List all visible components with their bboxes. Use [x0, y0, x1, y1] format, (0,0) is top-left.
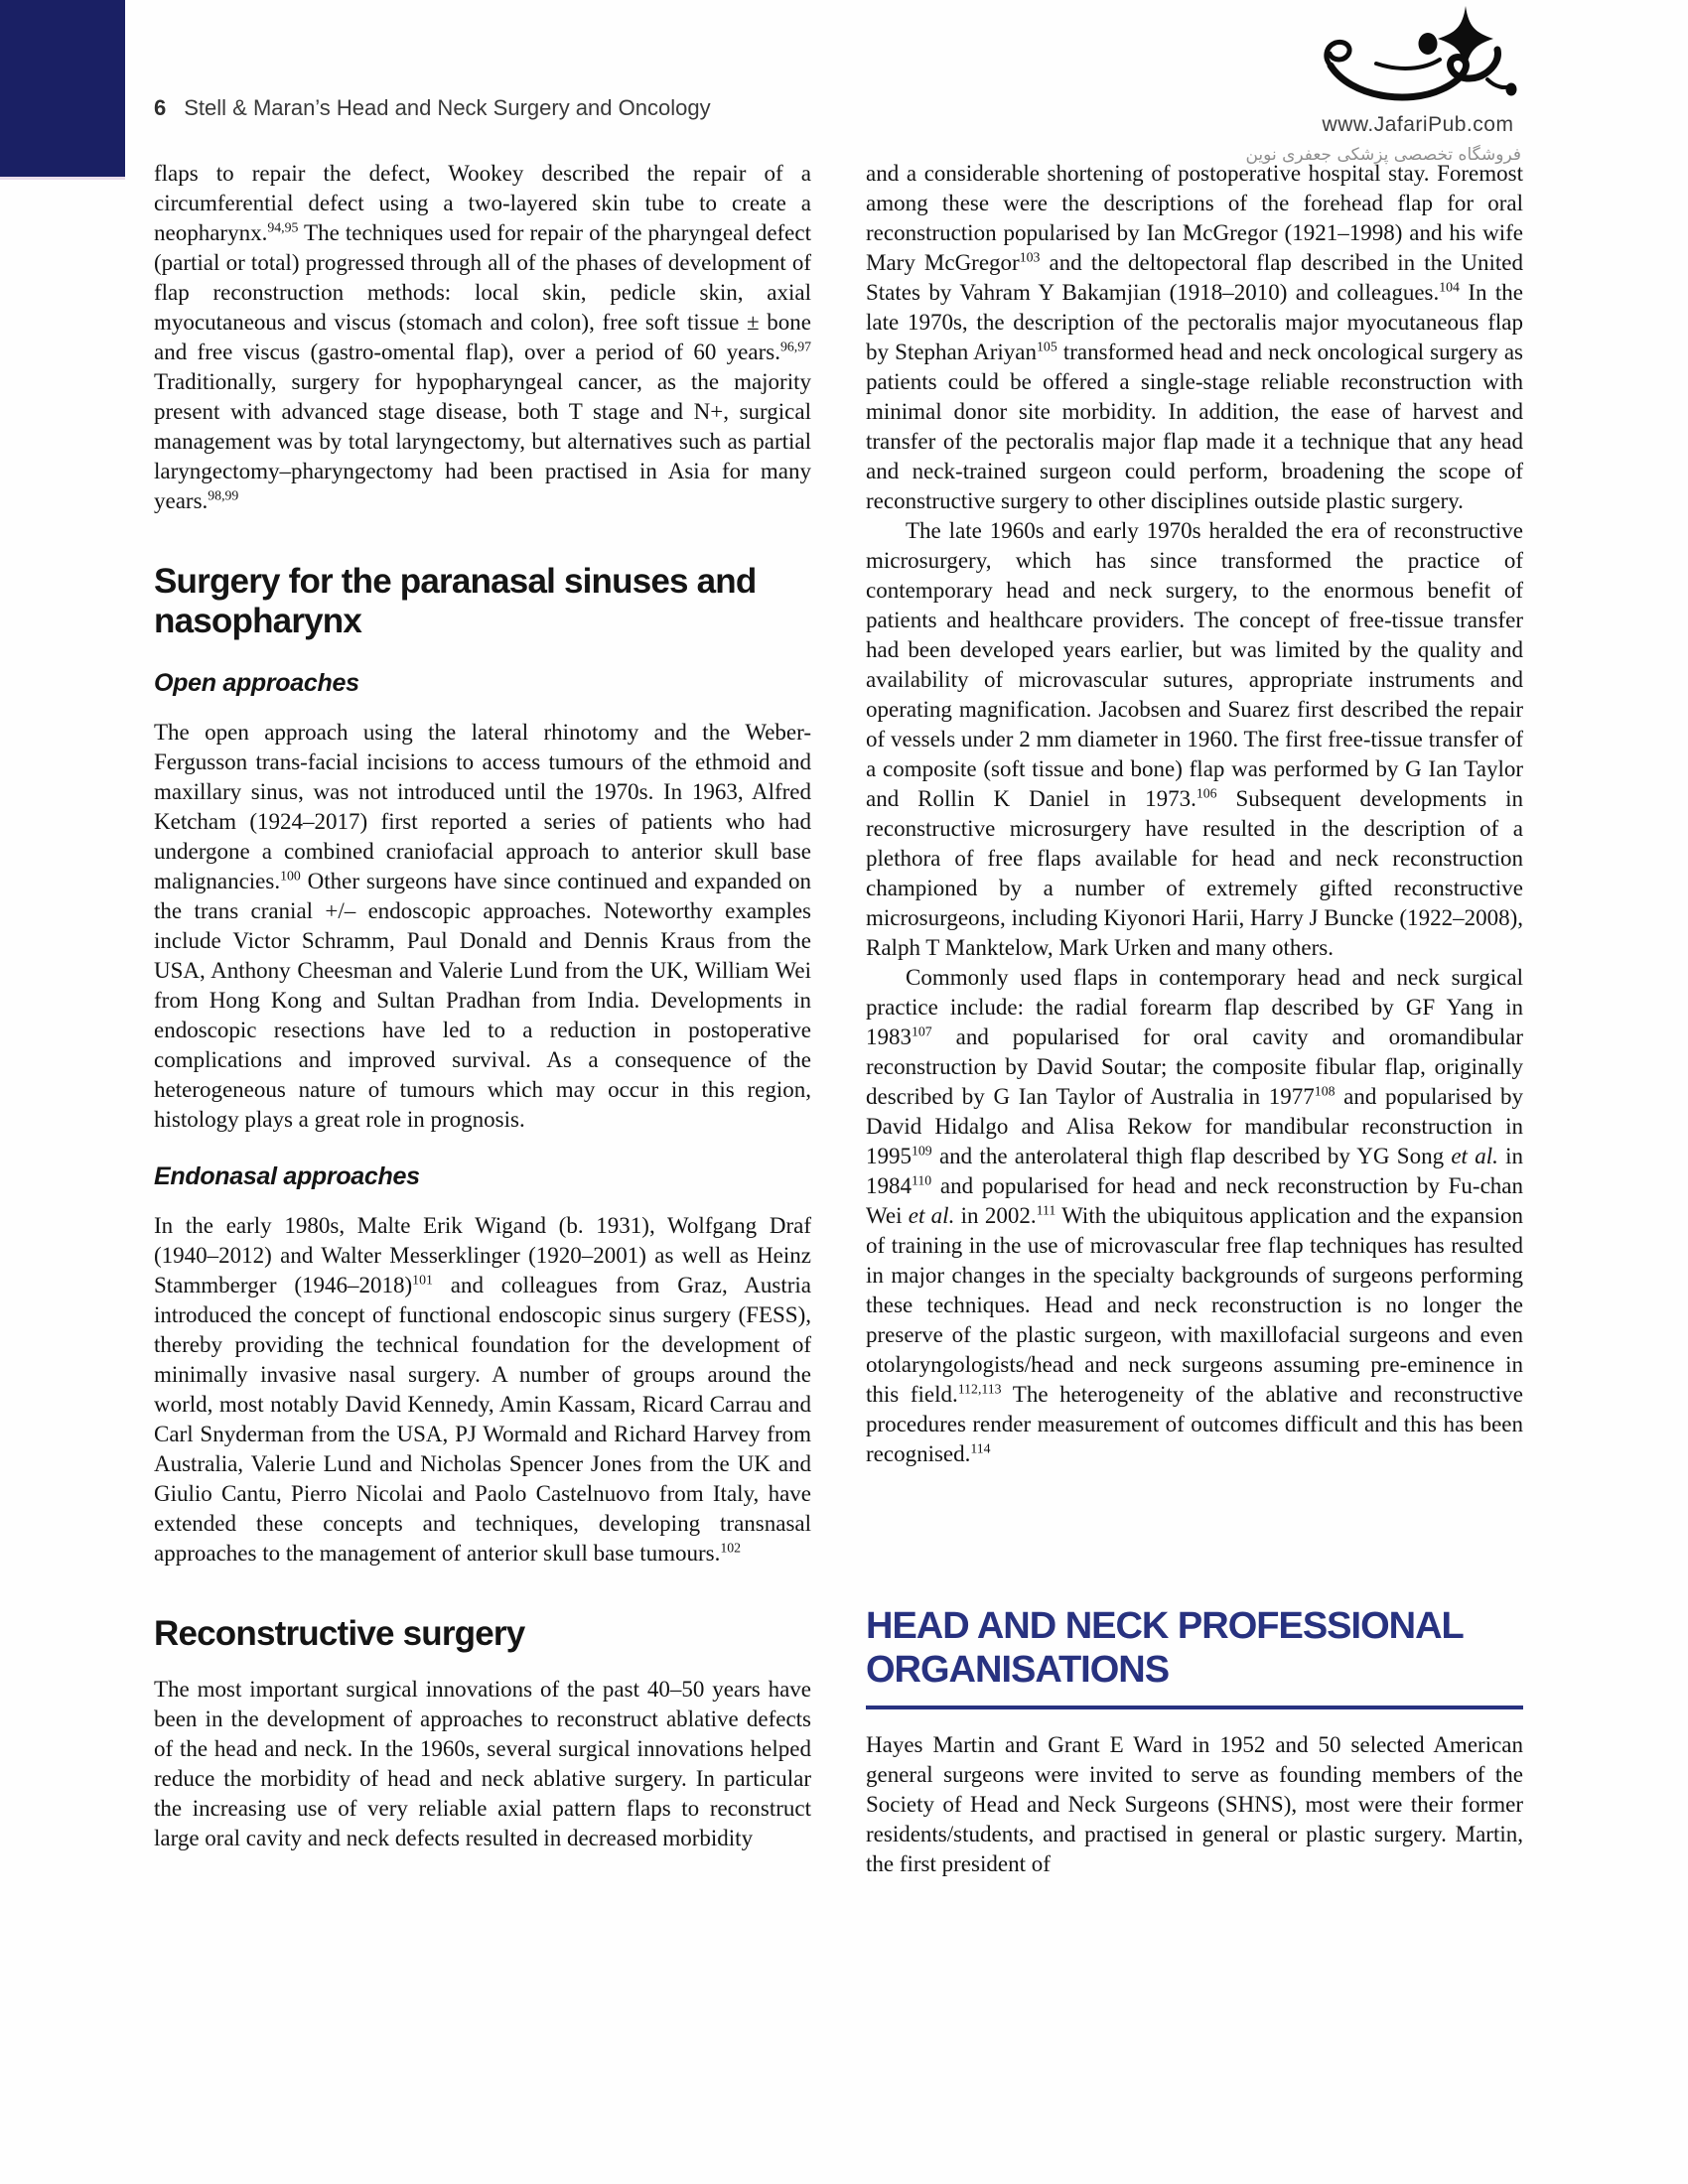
paragraph-pharyngeal-reconstruction: [154, 159, 811, 516]
subheading-endonasal-approaches: Endonasal approaches: [154, 1162, 420, 1190]
text-run: The heterogeneity of the ablative and reconstructive procedures render measurement of outcomes difficult and this has been recognised.: [866, 1382, 1523, 1466]
text-run: et al.: [1451, 1144, 1498, 1168]
text-run: Other surgeons have since continued and expanded on the trans cranial +/– endoscopic approaches. Noteworthy examples include Victor Schramm, Paul Donald and Dennis Kraus from the USA, Anthony Cheesman and Valerie Lund from the UK, William Wei from Hong Kong and Sultan Pradhan from India. Developments in endoscopic resections have led to a reduction in postoperative complications and improved survival. As a consequence of the heterogeneous nature of tumours which may occur in this region, histology plays a great role in prognosis.: [154, 869, 811, 1132]
paragraph-open-approaches: [154, 718, 811, 1135]
reference-superscript: 103: [1019, 249, 1041, 265]
subheading-open-approaches: Open approaches: [154, 669, 359, 697]
paragraph-microsurgery-era: [866, 516, 1523, 963]
text-run: The techniques used for repair of the pharyngeal defect (partial or total) progressed through all of the phases of development of flap reconstruction methods: local skin, pedicle skin, axial myocutaneous and viscus (stomach and colon), free soft tissue ± bone and free viscus (gastro-omental flap), over a period of 60 years.: [154, 220, 811, 364]
text-run: and popularised for oral cavity and oromandibular reconstruction by David Soutar; the composite fibular flap, originally described by G Ian Taylor of Australia in 1977: [866, 1024, 1523, 1109]
section-heading-paranasal: Surgery for the paranasal sinuses and nasopharynx: [154, 562, 757, 640]
text-run: In the early 1980s, Malte Erik Wigand (b. 1931), Wolfgang Draf (1940–2012) and Walter Messerklinger (1920–2001) as well as Heinz Stammberger (1946–2018): [154, 1213, 811, 1297]
book-title: Stell & Maran’s Head and Neck Surgery and Oncology: [184, 95, 711, 120]
right-column: [866, 159, 1523, 1879]
text-run: flaps to repair the defect, Wookey described the repair of a circumferential defect using a two-layered skin tube to create a neopharynx.: [154, 161, 811, 245]
text-run: and colleagues from Graz, Austria introduced the concept of functional endoscopic sinus surgery (FESS), thereby providing the technical foundation for the development of minimally invasive nasal surgery. A number of groups around the world, most notably David Kennedy, Amin Kassam, Ricard Carrau and Carl Snyderman from the USA, PJ Wormald and Richard Harvey from Australia, Valerie Lund and Nicholas Spencer Jones from the UK and Giulio Cantu, Pierro Nicolai and Paolo Castelnuovo from Italy, have extended these concepts and techniques, developing transnasal approaches to the management of anterior skull base tumours.: [154, 1273, 812, 1566]
paragraph-reconstructive-surgery: [154, 1675, 811, 1853]
text-run: Traditionally, surgery for hypopharyngeal cancer, as the majority present with advanced stage disease, both T stage and N+, surgical management was by total laryngectomy, but alternatives such as partial laryngectomy–pharyngectomy had been practised in Asia for many years.: [154, 369, 811, 513]
heading-rule: [866, 1706, 1523, 1709]
reference-superscript: 100: [280, 868, 301, 884]
text-run: and the deltopectoral flap described in the United States by Vahram Y Bakamjian (1918–2010) and colleagues.: [866, 250, 1523, 305]
text-run: and popularised by David Hidalgo and Alisa Rekow for mandibular reconstruction in 1995: [866, 1084, 1524, 1168]
text-run: The open approach using the lateral rhinotomy and the Weber-Fergusson trans-facial incisions to access tumours of the ethmoid and maxillary sinus, was not introduced until the 1970s. In 1963, Alfred Ketcham (1924–2017) first reported a series of patients who had undergone a combined craniofacial approach to anterior skull base malignancies.: [154, 720, 811, 893]
jafaripub-logo: [1317, 6, 1519, 117]
reference-superscript: 94,95: [267, 219, 299, 235]
section-heading-professional-organisations: HEAD AND NECK PROFESSIONAL ORGANISATIONS: [866, 1605, 1464, 1691]
paragraph-regional-flaps: [866, 159, 1523, 516]
section-heading-reconstructive: Reconstructive surgery: [154, 1614, 525, 1653]
reference-superscript: 108: [1314, 1083, 1336, 1099]
text-run: With the ubiquitous application and the expansion of training in the use of microvascular free flap techniques has resulted in major changes in the specialty backgrounds of surgeons performing these techniques. Head and neck reconstruction is no longer the preserve of the plastic surgeon, with maxillofacial surgeons and even otolaryngologists/head and neck surgeons assuming pre-eminence in this field.: [866, 1203, 1524, 1407]
reference-superscript: 112,113: [957, 1381, 1002, 1397]
reference-superscript: 114: [970, 1440, 991, 1456]
text-run: Subsequent developments in reconstructive microsurgery have resulted in the description of a plethora of free flaps available for head and neck reconstruction championed by a number of extremely gifted reconstructive microsurgeons, including Kiyonori Harii, Harry J Buncke (1922–2008), Ralph T Manktelow, Mark Urken and many others.: [866, 786, 1523, 960]
reference-superscript: 96,97: [779, 339, 811, 354]
paragraph-common-flaps: [866, 963, 1523, 1469]
text-run: in 2002.: [954, 1203, 1037, 1228]
reference-superscript: 107: [912, 1024, 932, 1039]
reference-superscript: 102: [720, 1540, 742, 1556]
running-head: [154, 95, 711, 121]
page-number: 6: [154, 95, 167, 120]
reference-superscript: 104: [1439, 279, 1460, 295]
paragraph-shns-founding: [866, 1730, 1523, 1879]
reference-superscript: 105: [1037, 339, 1057, 354]
text-run: Commonly used flaps in contemporary head and neck surgical practice include: the radial forearm flap described by GF Yang in 1983: [866, 965, 1523, 1049]
reference-superscript: 106: [1196, 785, 1217, 801]
paragraph-endonasal-approaches: [154, 1211, 811, 1569]
text-run: and popularised for head and neck reconstruction by Fu-chan Wei: [866, 1173, 1523, 1228]
reference-superscript: 101: [412, 1272, 433, 1288]
text-run: The late 1960s and early 1970s heralded the era of reconstructive microsurgery, which has since transformed the practice of contemporary head and neck surgery, to the enormous benefit of patients and healthcare providers. The concept of free-tissue transfer had been developed years earlier, but was limited by the quality and availability of microvascular sutures, appropriate instruments and operating magnification. Jacobsen and Suarez first described the repair of vessels under 2 mm diameter in 1960. The first free-tissue transfer of a composite (soft tissue and bone) flap was performed by G Ian Taylor and Rollin K Daniel in 1973.: [866, 518, 1523, 811]
reference-superscript: 109: [912, 1143, 932, 1159]
text-run: et al.: [908, 1203, 955, 1228]
publisher-persian-tagline: فروشگاه تخصصی پزشکی جعفری نوین: [1245, 145, 1521, 165]
text-run: Hayes Martin and Grant E Ward in 1952 and 50 selected American general surgeons were invited to serve as founding members of the Society of Head and Neck Surgeons (SHNS), most were their former residents/students, and practised in general or plastic surgery. Martin, the first president of: [866, 1732, 1523, 1876]
text-run: transformed head and neck oncological surgery as patients could be offered a single-stage reliable reconstruction with minimal donor site morbidity. In addition, the ease of harvest and transfer of the pectoralis major flap made it a technique that any head and neck-trained surgeon could perform, broadening the scope of reconstructive surgery to other disciplines outside plastic surgery.: [866, 340, 1523, 513]
text-run: In the late 1970s, the description of the pectoralis major myocutaneous flap by Stephan Ariyan: [866, 280, 1523, 364]
publisher-url: www.JafariPub.com: [1322, 113, 1514, 136]
reference-superscript: 110: [912, 1172, 932, 1188]
text-run: and the anterolateral thigh flap described by YG Song: [931, 1144, 1452, 1168]
left-column: [154, 159, 811, 1853]
text-run: The most important surgical innovations of the past 40–50 years have been in the development of approaches to reconstruct ablative defects of the head and neck. In the 1960s, several surgical innovations helped reduce the morbidity of head and neck ablative surgery. In particular the increasing use of very reliable axial pattern flaps to reconstruct large oral cavity and neck defects resulted in decreased morbidity: [154, 1677, 811, 1850]
text-run: in 1984: [866, 1144, 1523, 1198]
reference-superscript: 98,99: [208, 487, 239, 503]
corner-decoration: [0, 0, 125, 180]
reference-superscript: 111: [1036, 1202, 1056, 1218]
publisher-brand: [1307, 6, 1529, 137]
text-run: and a considerable shortening of postoperative hospital stay. Foremost among these were the descriptions of the forehead flap for oral reconstruction popularised by Ian McGregor (1921–1998) and his wife Mary McGregor: [866, 161, 1523, 275]
